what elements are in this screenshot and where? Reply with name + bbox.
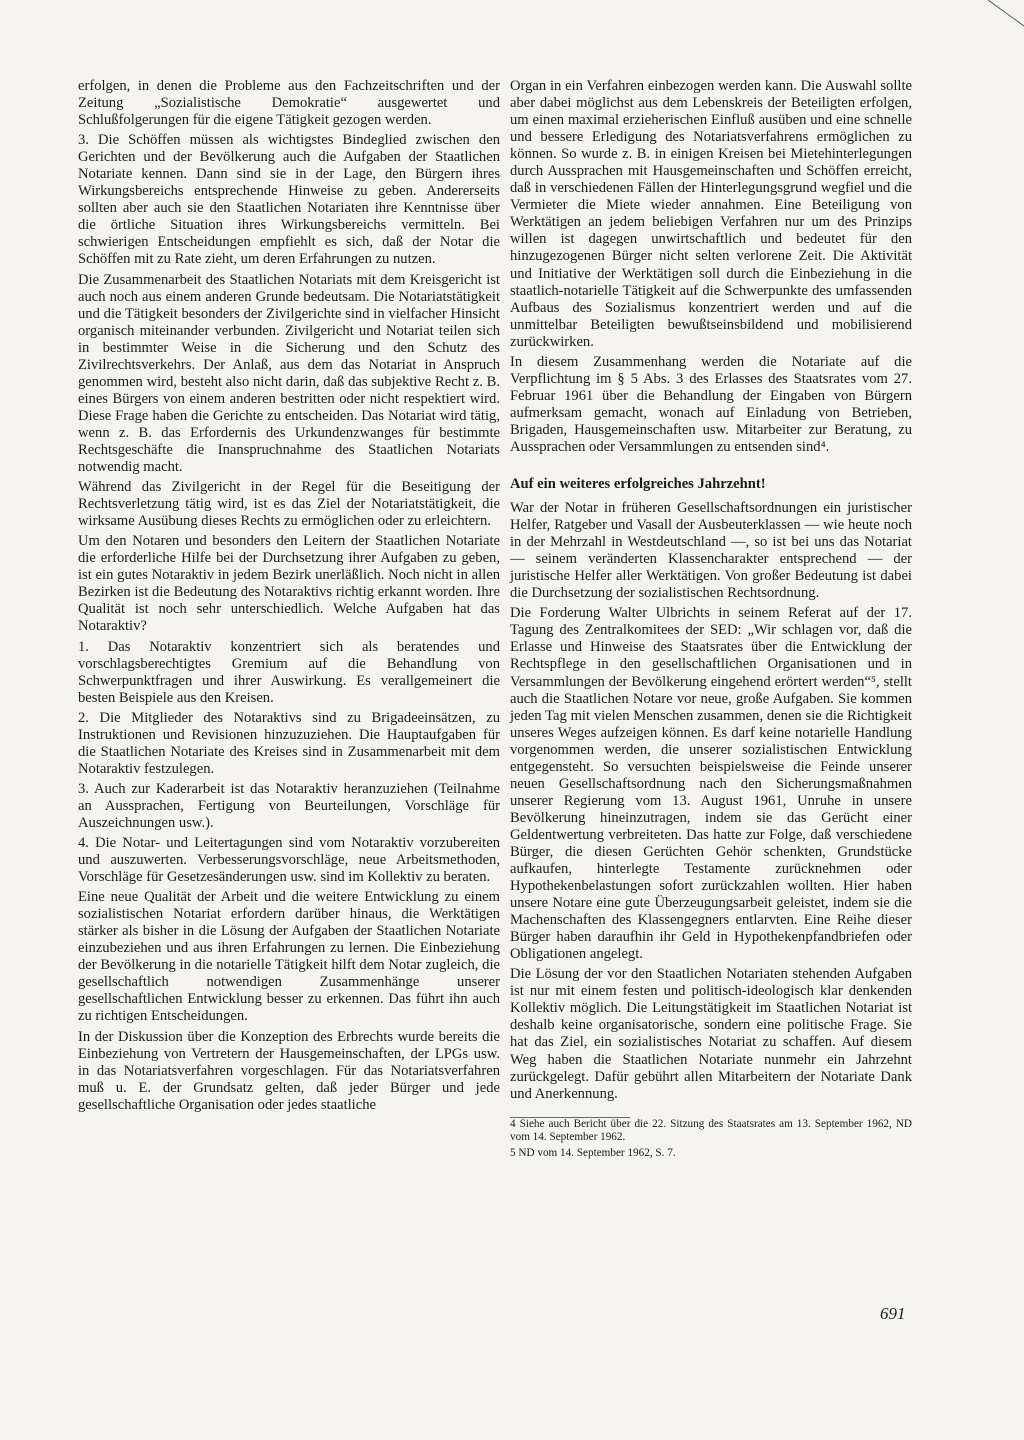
right-column xyxy=(510,78,912,1164)
scan-corner-mark xyxy=(988,0,1024,30)
paragraph: Die Lösung der vor den Staatlichen Notariaten stehenden Aufgaben ist nur mit einem festen und politisch-ideologisch klar denkenden Kollektiv möglich. Die Leitungstätigkeit im Staatlichen Notariat ist deshalb keine organisatorische, sondern eine politische Frage. Sie hat das Ziel, ein sozialistisches Notariat zu schaffen. Auf diesem Weg haben die Staatlichen Notariate nunmehr ein Jahrzehnt zurückgelegt. Dafür gebührt allen Mitarbeitern der Notariate Dank und Anerkennung. xyxy=(510,966,912,1102)
paragraph: Die Forderung Walter Ulbrichts in seinem Referat auf der 17. Tagung des Zentralkomitees der SED: „Wir schlagen vor, daß die Erlasse und Hinweise des Staatsrates über die Entwicklung der Rechtspflege in den gesellschaftlichen Organisationen und in Versammlungen der Bevölkerung eingehend erörtert werden“⁵, stellt auch die Staatlichen Notare vor neue, große Aufgaben. Sie kommen jeden Tag mit vielen Menschen zusammen, denen sie die Richtigkeit unseres Weges aufzeigen können. Es darf keine notarielle Handlung vorgenommen werden, die unserer sozialistischen Entwicklung entgegensteht. So versuchten beispielsweise die Feinde unserer neuen Gesellschaftsordnung nach den Sicherungsmaßnahmen unserer Regierung vom 13. August 1961, Unruhe in unsere Bevölkerung hineinzutragen, indem sie das Gerücht einer Geldentwertung verbreiteten. Das hatte zur Folge, daß verschiedene Bürger, die diesen Gerüchten Gehör schenkten, Grundstücke aufkaufen, hinterlegte Testamente zurücknehmen oder Hypothekenbelastungen sofort zurückzahlen wollten. Hier haben unsere Notare eine gute Überzeugungsarbeit geleistet, indem sie die Machenschaften des Klassengegners entlarvten. Eine Reihe dieser Bürger haben daraufhin ihr Geld in Hypothekenpfandbriefen oder Obligationen angelegt. xyxy=(510,605,912,963)
paragraph: Eine neue Qualität der Arbeit und die weitere Entwicklung zu einem sozialistischen Notariat erfordern darüber hinaus, die Werktätigen stärker als bisher in die Lösung der Aufgaben der Staatlichen Notariate einzubeziehen und aus ihren Erfahrungen zu lernen. Die Einbeziehung der Bevölkerung in die notarielle Tätigkeit hilft dem Notar zugleich, die gesellschaftlich notwendigen Zusammenhänge unserer gesellschaftlichen Entwicklung besser zu erkennen. Das führt ihn auch zu richtigen Entscheidungen. xyxy=(78,889,500,1025)
paragraph: War der Notar in früheren Gesellschaftsordnungen ein juristischer Helfer, Ratgeber und Vasall der Ausbeuterklassen — wie heute noch in der Mehrzahl in Westdeutschland —, so ist bei uns das Notariat — seinem veränderten Klassencharakter entsprechend — der juristische Helfer aller Werktätigen. Von großer Bedeutung ist dabei die Durchsetzung der sozialistischen Rechtsordnung. xyxy=(510,500,912,602)
list-item: 3. Auch zur Kaderarbeit ist das Notaraktiv heranzuziehen (Teilnahme an Aussprachen, Fertigung von Beurteilungen, Vorschläge für Auszeichnungen usw.). xyxy=(78,780,500,831)
paragraph: Um den Notaren und besonders den Leitern der Staatlichen Notariate die erforderliche Hilfe bei der Durchsetzung ihrer Aufgaben zu geben, ist ein gutes Notaraktiv in jedem Bezirk unerläßlich. Noch nicht in allen Bezirken ist die Bedeutung des Notaraktivs richtig erkannt worden. Ihre Qualität ist noch sehr unterschiedlich. Welche Aufgaben hat das Notaraktiv? xyxy=(78,533,500,635)
paragraph: Die Zusammenarbeit des Staatlichen Notariats mit dem Kreisgericht ist auch noch aus einem anderen Grunde bedeutsam. Die Notariatstätigkeit und die Tätigkeit besonders der Zivilgerichte sind in vielfacher Hinsicht organisch miteinander verbunden. Zivilgericht und Notariat teilen sich in bestimmter Weise in die Sicherung und den Schutz des Zivilrechtsverkehrs. Der Anlaß, aus dem das Notariat in Anspruch genommen wird, besteht also nicht darin, daß das subjektive Recht z. B. eines Bürgers von einem anderen bestritten oder nicht respektiert wird. Diese Frage haben die Gerichte zu entscheiden. Das Notariat wird tätig, wenn z. B. das Erfordernis des Urkundenzwanges für bestimmte Rechtsgeschäfte die Inanspruchnahme des Staatlichen Notariats notwendig macht. xyxy=(78,271,500,476)
paragraph: Organ in ein Verfahren einbezogen werden kann. Die Auswahl sollte aber dabei möglichst aus dem Lebenskreis der Beteiligten erfolgen, um einen maximal erzieherischen Einfluß ausüben und eine schnelle und bessere Erledigung des Notariatsverfahrens ermöglichen zu können. So wurde z. B. in einigen Kreisen bei Mietehinterlegungen durch Aussprachen mit Hausgemeinschaften und Schöffen erreicht, daß in verschiedenen Fällen der Hinterlegungsgrund wegfiel und die Vermieter die Miete wieder annahmen. Eine Beteiligung von Werktätigen an jedem beliebigen Verfahren nur um des Prinzips willen ist dagegen unwirtschaftlich und bedeutet für den hinzugezogenen Bürger nicht selten verlorene Zeit. Die Aktivität und Initiative der Werktätigen soll durch die Einbeziehung in die staatlich-notarielle Tätigkeit auf die Schwerpunkte des umfassenden Aufbaus des Sozialismus konzentriert werden und auf die unmittelbar Beteiligten bewußtseinsbildend und mobilisierend zurückwirken. xyxy=(510,78,912,350)
footnote: 4 Siehe auch Bericht über die 22. Sitzung des Staatsrates am 13. September 1962, ND vom 14. September 1962. xyxy=(510,1117,912,1144)
paragraph: Während das Zivilgericht in der Regel für die Beseitigung der Rechtsverletzung tätig wird, ist es das Ziel der Notariatstätigkeit, die wirksame Ausübung dieses Rechts zu ermöglichen oder zu erleichtern. xyxy=(78,479,500,530)
list-item: 4. Die Notar- und Leitertagungen sind vom Notaraktiv vorzubereiten und auszuwerten. Verbesserungsvorschläge, neue Arbeitsmethoden, Vorschläge für Gesetzesänderungen usw. sind im Kollektiv zu beraten. xyxy=(78,835,500,886)
page-number: 691 xyxy=(880,1304,906,1323)
paragraph: erfolgen, in denen die Probleme aus den Fachzeitschriften und der Zeitung „Sozialistische Demokratie“ ausgewertet und Schlußfolgerungen für die eigene Tätigkeit gezogen werden. xyxy=(78,78,500,129)
paragraph: In diesem Zusammenhang werden die Notariate auf die Verpflichtung im § 5 Abs. 3 des Erlasses des Staatsrates vom 27. Februar 1961 über die Behandlung der Eingaben von Bürgern aufmerksam gemacht, wonach auf Einladung von Betrieben, Brigaden, Hausgemeinschaften usw. Mitarbeiter zur Beratung, zu Aussprachen oder Versammlungen zu entsenden sind⁴. xyxy=(510,353,912,455)
section-heading: Auf ein weiteres erfolgreiches Jahrzehnt! xyxy=(510,476,766,493)
list-item: 1. Das Notaraktiv konzentriert sich als beratendes und vorschlagsberechtigtes Gremium auf die Behandlung von Schwerpunktfragen und ihrer Auswirkung. Es verallgemeinert die besten Beispiele aus den Kreisen. xyxy=(78,638,500,706)
left-column xyxy=(78,78,500,1117)
paragraph: In der Diskussion über die Konzeption des Erbrechts wurde bereits die Einbeziehung von Vertretern der Hausgemeinschaften, der LPGs usw. in das Notariatsverfahren vorgeschlagen. Für das Notariatsverfahren muß u. E. der Grundsatz gelten, daß jeder Bürger und jede gesellschaftliche Organisation oder jedes staatliche xyxy=(78,1028,500,1113)
paragraph: 3. Die Schöffen müssen als wichtigstes Bindeglied zwischen den Gerichten und der Bevölkerung auch die Aufgaben der Staatlichen Notariate kennen. Dann sind sie in der Lage, den Bürgern ihres Wirkungsbereichs entsprechende Hinweise zu geben. Andererseits sollten aber auch sie den Staatlichen Notariaten ihre Kenntnisse über die örtliche Situation ihres Wirkungsbereichs vermitteln. Bei schwierigen Entscheidungen empfiehlt es sich, daß der Notar die Schöffen mit zu Rate zieht, um deren Erfahrungen zu nutzen. xyxy=(78,132,500,268)
list-item: 2. Die Mitglieder des Notaraktivs sind zu Brigadeeinsätzen, zu Instruktionen und Revisionen hinzuzuziehen. Die Hauptaufgaben für die Staatlichen Notariate des Kreises sind in Zusammenarbeit mit dem Notaraktiv festzulegen. xyxy=(78,709,500,777)
footnote: 5 ND vom 14. September 1962, S. 7. xyxy=(510,1147,676,1160)
